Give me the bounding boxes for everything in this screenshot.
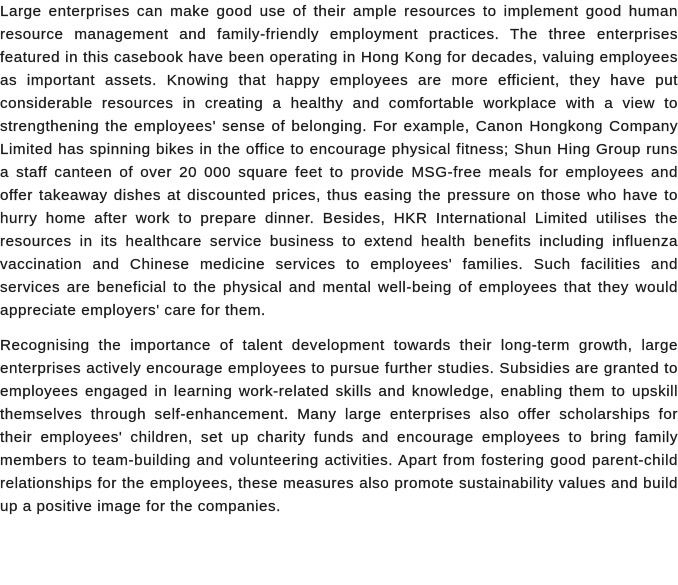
paragraph-wellbeing: Large enterprises can make good use of their ample resources to implement good human resource management and family-friendly employment practices. The three enterprises featured in this casebook have been operating in Hong Kong for decades, valuing employees as important assets. Knowing that happy employees are more efficient, they have put considerable resources in creating a healthy and comfortable workplace with a view to strengthening the employees' sense of belonging. For example, Canon Hongkong Company Limited has spinning bikes in the office to encourage physical fitness; Shun Hing Group runs a staff canteen of over 20 000 square feet to provide MSG-free meals for employees and offer takeaway dishes at discounted prices, thus easing the pressure on those who have to hurry home after work to prepare dinner. Besides, HKR International Limited utilises the resources in its healthcare service business to extend health benefits including influenza vaccination and Chinese medicine services to employees' families. Such facilities and services are beneficial to the physical and mental well-being of employees that they would appreciate employers' care for them.: [0, 3, 678, 319]
paragraph-talent-development: Recognising the importance of talent development towards their long-term growth, large enterprises actively encourage employees to pursue further studies. Subsidies are granted to employees engaged in learning work-related skills and knowledge, enabling them to upskill themselves through self-enhancement. Many large enterprises also offer scholarships for their employees' children, set up charity funds and encourage employees to bring family members to team-building and volunteering activities. Apart from fostering good parent-child relationships for the employees, these measures also promote sustainability values and build up a positive image for the companies.: [0, 337, 678, 515]
